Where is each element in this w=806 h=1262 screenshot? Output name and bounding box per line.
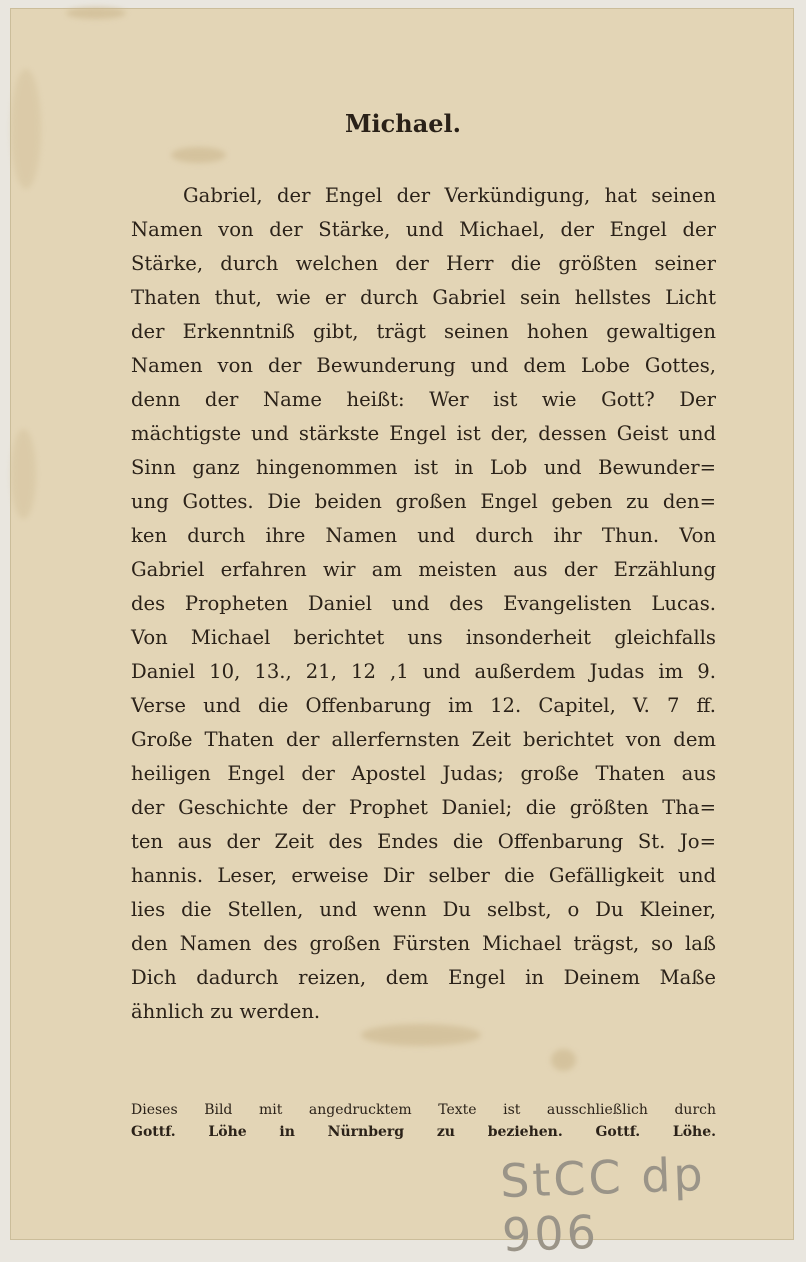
foxing-stain (171, 147, 226, 163)
text-line: Namen von der Stärke, und Michael, der Engel der (131, 218, 716, 241)
text-line: Thaten thut, wie er durch Gabriel sein hellstes Licht (131, 286, 716, 309)
text-line: ten aus der Zeit des Endes die Offenbarung St. Jo= (131, 830, 716, 853)
text-line: Gabriel, der Engel der Verkündigung, hat seinen (183, 184, 716, 207)
text-line: der Geschichte der Prophet Daniel; die größten Tha= (131, 796, 716, 819)
publisher-note-line: Gottf. Löhe in Nürnberg zu beziehen. Gottf. Löhe. (131, 1124, 716, 1140)
card-body-text (131, 179, 716, 1029)
text-line: heiligen Engel der Apostel Judas; große Thaten aus (131, 762, 716, 785)
prayer-card-back (10, 8, 794, 1262)
text-line: Namen von der Bewunderung und dem Lobe Gottes, (131, 354, 716, 377)
publisher-note (131, 1099, 716, 1143)
text-line: denn der Name heißt: Wer ist wie Gott? Der (131, 388, 716, 411)
text-line: Stärke, durch welchen der Herr die größten seiner (131, 252, 716, 275)
text-line: ähnlich zu werden. (131, 1000, 321, 1023)
text-line: der Erkenntniß gibt, trägt seinen hohen gewaltigen (131, 320, 716, 343)
text-line: ken durch ihre Namen und durch ihr Thun. Von (131, 524, 716, 547)
text-line: Gabriel erfahren wir am meisten aus der Erzählung (131, 558, 716, 581)
publisher-note-line: Dieses Bild mit angedrucktem Texte ist ausschließlich durch (131, 1102, 716, 1118)
text-line: lies die Stellen, und wenn Du selbst, o Du Kleiner, (131, 898, 716, 921)
text-line: Daniel 10, 13., 21, 12 ,1 und außerdem Judas im 9. (131, 660, 716, 683)
card-title: Michael. (344, 109, 462, 138)
text-line: Von Michael berichtet uns insonderheit gleichfalls (131, 626, 716, 649)
text-line: Sinn ganz hingenommen ist in Lob und Bewunder= (131, 456, 716, 479)
pencil-shelfmark: StCC dp 906 (499, 1146, 707, 1262)
text-line: Dich dadurch reizen, dem Engel in Deinem Maße (131, 966, 716, 989)
text-line: hannis. Leser, erweise Dir selber die Gefälligkeit und (131, 864, 716, 887)
foxing-stain (66, 7, 126, 19)
text-line: Verse und die Offenbarung im 12. Capitel, V. 7 ff. (131, 694, 716, 717)
foxing-stain (11, 429, 36, 519)
text-line: Große Thaten der allerfernsten Zeit berichtet von dem (131, 728, 716, 751)
text-line: den Namen des großen Fürsten Michael trägst, so laß (131, 932, 716, 955)
text-line: mächtigste und stärkste Engel ist der, dessen Geist und (131, 422, 716, 445)
text-line: ung Gottes. Die beiden großen Engel geben zu den= (131, 490, 716, 513)
text-line: des Propheten Daniel und des Evangelisten Lucas. (131, 592, 716, 615)
foxing-stain (551, 1049, 576, 1071)
